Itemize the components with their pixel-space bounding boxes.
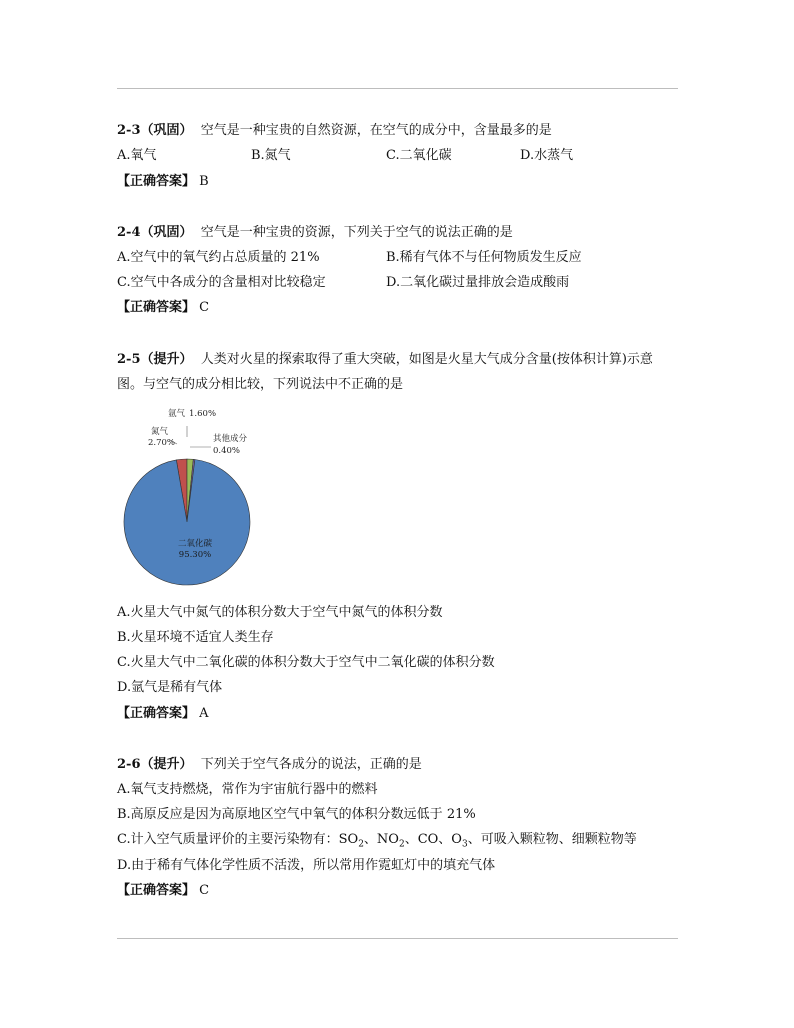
question-text: 空气是一种宝贵的资源，下列关于空气的说法正确的是 <box>200 225 513 240</box>
label-argon: 氩气 1.60% <box>168 409 217 419</box>
option-c <box>117 831 637 849</box>
option-a: A.氧气 <box>117 148 157 163</box>
subscript: 2 <box>398 839 405 850</box>
option-d: D.由于稀有气体化学性质不活泼，所以常用作霓虹灯中的填充气体 <box>117 858 496 873</box>
question-tag: （提升） <box>140 352 193 367</box>
option-b: B.火星环境不适宜人类生存 <box>117 630 274 645</box>
subscript: 3 <box>461 839 468 850</box>
question-number: 2-3 <box>117 123 141 138</box>
option-b: B.氮气 <box>251 148 291 163</box>
answer-label: 【正确答案】 <box>117 174 196 189</box>
question-text: 空气是一种宝贵的自然资源，在空气的成分中，含量最多的是 <box>200 123 552 138</box>
option-c-text: 、NO <box>363 832 399 847</box>
question-text: 下列关于空气各成分的说法，正确的是 <box>200 757 422 772</box>
option-a: A.空气中的氧气约占总质量的 21% <box>117 250 320 265</box>
answer-value: B <box>199 174 209 189</box>
question-2-4-stem <box>117 224 513 242</box>
answer-2-3 <box>117 173 209 191</box>
question-number: 2-5 <box>117 352 141 367</box>
option-c: C.火星大气中二氧化碳的体积分数大于空气中二氧化碳的体积分数 <box>117 655 495 670</box>
option-b: B.稀有气体不与任何物质发生反应 <box>386 250 582 265</box>
question-tag: （提升） <box>140 757 193 772</box>
label-other-name: 其他成分 <box>213 434 248 444</box>
question-2-3-stem <box>117 122 552 140</box>
label-co2-name: 二氧化碳 <box>177 539 213 549</box>
footer-rule <box>117 938 678 939</box>
label-nitrogen-name: 氮气 <box>151 427 169 437</box>
answer-2-5 <box>117 705 209 723</box>
answer-label: 【正确答案】 <box>117 883 196 898</box>
option-c: C.二氧化碳 <box>386 148 452 163</box>
answer-label: 【正确答案】 <box>117 300 196 315</box>
option-d: D.二氧化碳过量排放会造成酸雨 <box>386 275 570 290</box>
question-tag: （巩固） <box>140 123 193 138</box>
question-tag: （巩固） <box>140 225 193 240</box>
label-other-value: 0.40% <box>213 446 241 456</box>
label-nitrogen-value: 2.70% <box>148 438 176 448</box>
mars-atmosphere-pie-chart <box>115 400 275 595</box>
answer-value: C <box>199 883 210 898</box>
option-c: C.空气中各成分的含量相对比较稳定 <box>117 275 326 290</box>
question-2-5-stem-cont: 图。与空气的成分相比较，下列说法中不正确的是 <box>117 377 404 392</box>
option-c-text: C.计入空气质量评价的主要污染物有：SO <box>117 832 359 847</box>
answer-2-4 <box>117 299 209 317</box>
answer-value: A <box>199 706 209 721</box>
answer-value: C <box>199 300 210 315</box>
header-rule <box>117 88 678 89</box>
label-co2-value: 95.30% <box>178 550 212 560</box>
option-c-text: 、CO、O <box>404 832 462 847</box>
option-d: D.水蒸气 <box>520 148 574 163</box>
answer-label: 【正确答案】 <box>117 706 196 721</box>
subscript: 2 <box>358 839 364 850</box>
answer-2-6 <box>117 882 209 900</box>
question-text: 人类对火星的探索取得了重大突破，如图是火星大气成分含量(按体积计算)示意 <box>200 352 653 367</box>
question-number: 2-6 <box>117 757 141 772</box>
option-d: D.氩气是稀有气体 <box>117 680 223 695</box>
question-2-5-stem <box>117 351 653 369</box>
question-number: 2-4 <box>117 225 141 240</box>
option-a: A.火星大气中氮气的体积分数大于空气中氮气的体积分数 <box>117 605 443 620</box>
option-a: A.氧气支持燃烧，常作为宇宙航行器中的燃料 <box>117 782 378 797</box>
question-2-6-stem <box>117 756 422 774</box>
option-b: B.高原反应是因为高原地区空气中氧气的体积分数远低于 21% <box>117 807 476 822</box>
option-c-text: 、可吸入颗粒物、细颗粒物等 <box>467 832 637 847</box>
